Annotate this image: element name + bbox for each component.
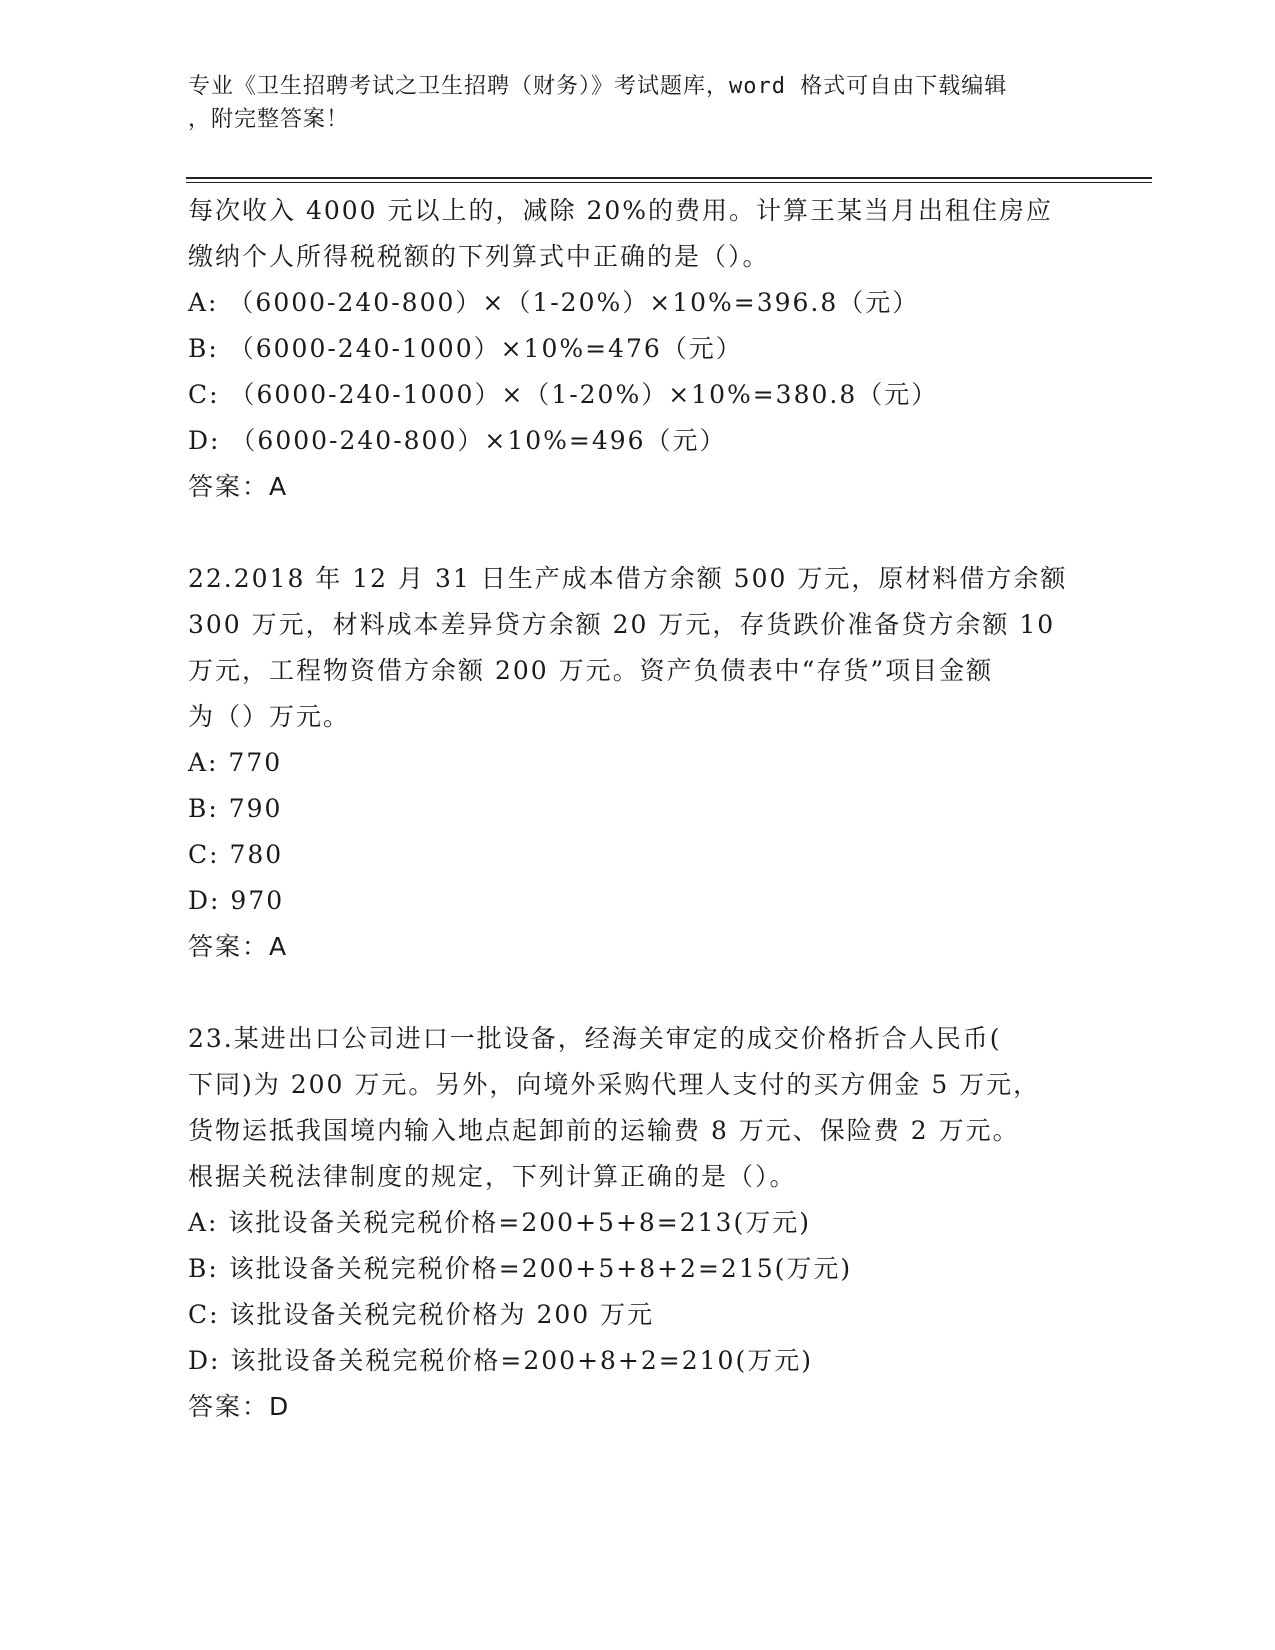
option-c: C: （6000-240-1000）×（1-20%）×10%=380.8（元） bbox=[188, 380, 939, 409]
question-stem-line: 缴纳个人所得税税额的下列算式中正确的是（）。 bbox=[188, 242, 770, 271]
option-d: D: （6000-240-800）×10%=496（元） bbox=[188, 426, 727, 455]
question-list bbox=[188, 188, 1088, 1430]
option-b: B: 该批设备关税完税价格=200+5+8+2=215(万元) bbox=[188, 1254, 853, 1283]
question-21 bbox=[188, 188, 1088, 510]
question-23 bbox=[188, 1016, 1088, 1430]
question-stem-line: 货物运抵我国境内输入地点起卸前的运输费 8 万元、保险费 2 万元。 bbox=[188, 1116, 1020, 1145]
option-c: C: 780 bbox=[188, 840, 284, 869]
header-divider-thick bbox=[186, 177, 1152, 179]
question-stem-line: 万元，工程物资借方余额 200 万元。资产负债表中“存货”项目金额 bbox=[188, 656, 994, 685]
question-stem-line: 23.某进出口公司进口一批设备，经海关审定的成交价格折合人民币( bbox=[188, 1024, 1002, 1053]
option-b: B: 790 bbox=[188, 794, 283, 823]
option-d: D: 该批设备关税完税价格=200+8+2=210(万元) bbox=[188, 1346, 813, 1375]
answer-text: 答案：A bbox=[188, 472, 289, 501]
header-title-line-1: 专业《卫生招聘考试之卫生招聘（财务）》考试题库，word 格式可自由下载编辑 bbox=[188, 74, 1008, 99]
option-a: A: 770 bbox=[188, 748, 283, 777]
question-stem-line: 每次收入 4000 元以上的，减除 20%的费用。计算王某当月出租住房应 bbox=[188, 196, 1054, 225]
question-stem-line: 为（）万元。 bbox=[188, 702, 351, 731]
header-title-line-2: ，附完整答案！ bbox=[188, 107, 350, 132]
question-spacer bbox=[188, 510, 1088, 556]
option-b: B: （6000-240-1000）×10%=476（元） bbox=[188, 334, 743, 363]
option-a: A: 该批设备关税完税价格=200+5+8=213(万元) bbox=[188, 1208, 811, 1237]
option-d: D: 970 bbox=[188, 886, 285, 915]
question-stem-line: 300 万元，材料成本差异贷方余额 20 万元，存货跌价准备贷方余额 10 bbox=[188, 610, 1056, 639]
option-a: A: （6000-240-800）×（1-20%）×10%=396.8（元） bbox=[188, 288, 920, 317]
document-header bbox=[188, 70, 1068, 136]
question-stem-line: 根据关税法律制度的规定，下列计算正确的是（）。 bbox=[188, 1162, 797, 1191]
header-divider-thin bbox=[186, 182, 1152, 183]
question-22 bbox=[188, 556, 1088, 970]
question-spacer bbox=[188, 970, 1088, 1016]
question-stem-line: 下同)为 200 万元。另外，向境外采购代理人支付的买方佣金 5 万元， bbox=[188, 1070, 1041, 1099]
answer-text: 答案：A bbox=[188, 932, 289, 961]
question-stem-line: 22.2018 年 12 月 31 日生产成本借方余额 500 万元，原材料借方余额 bbox=[188, 564, 1068, 593]
answer-text: 答案：D bbox=[188, 1392, 291, 1421]
option-c: C: 该批设备关税完税价格为 200 万元 bbox=[188, 1300, 655, 1329]
